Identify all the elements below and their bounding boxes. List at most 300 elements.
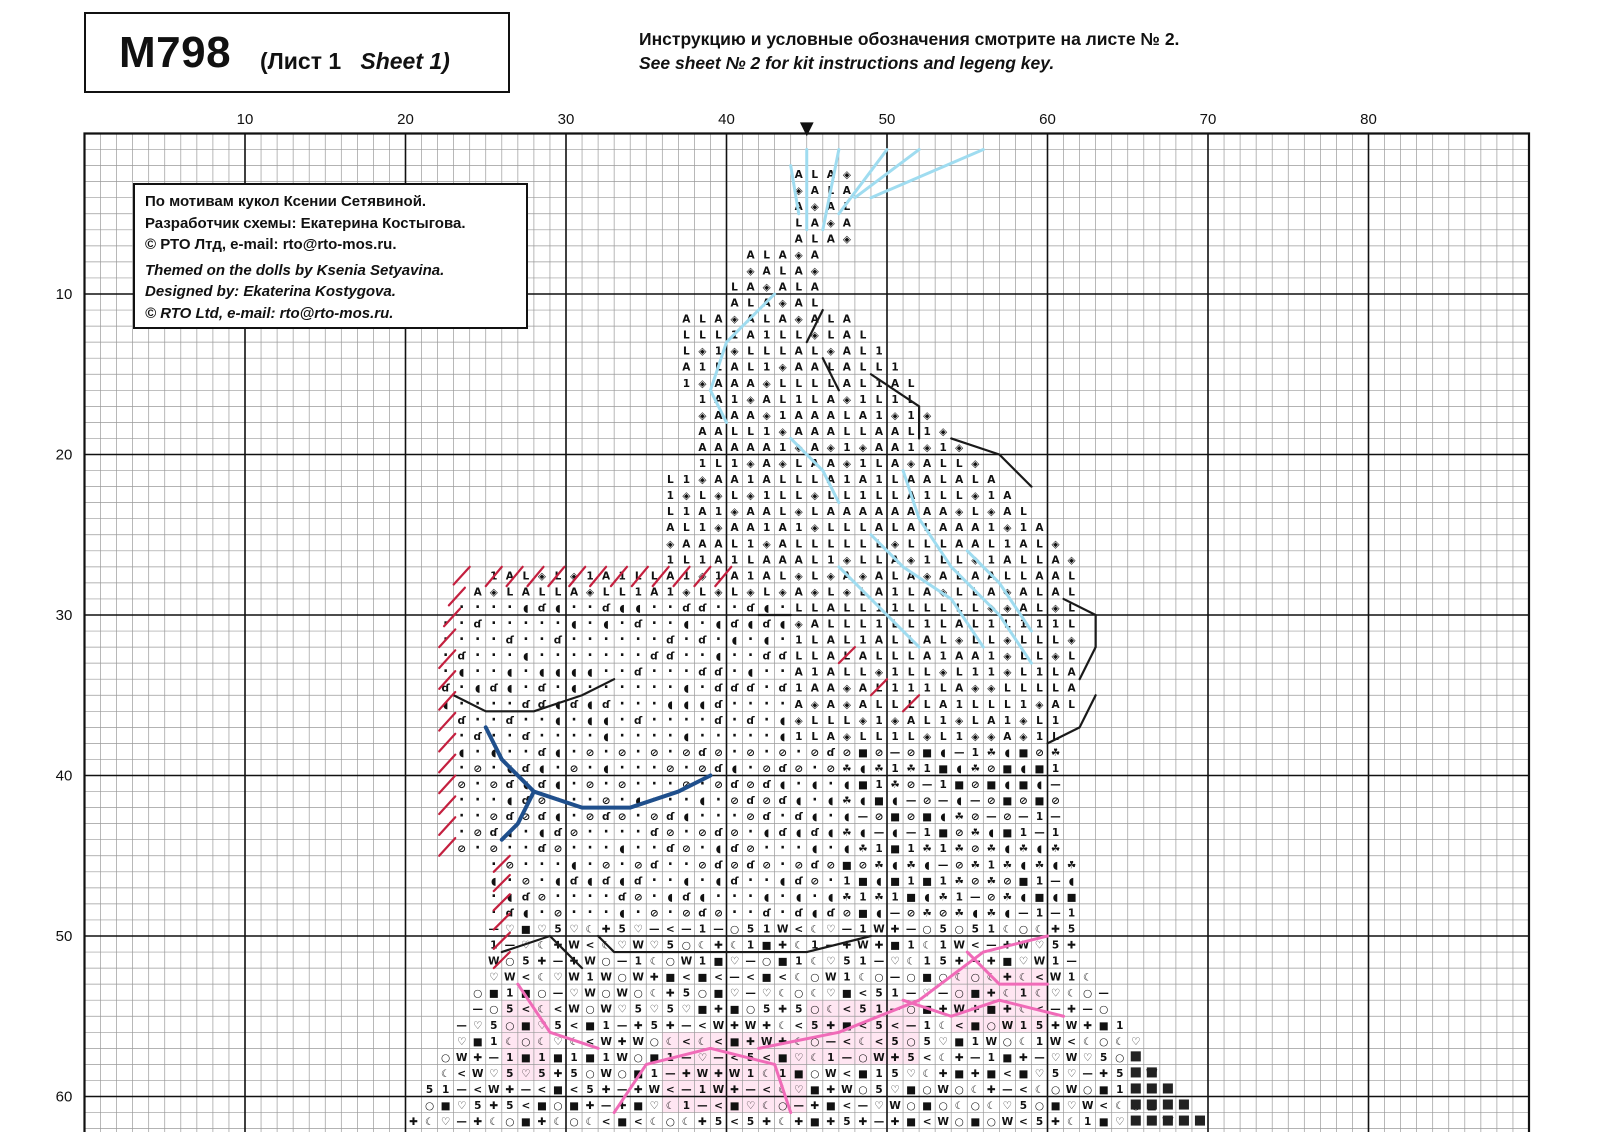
chart-symbol xyxy=(1131,1116,1141,1126)
chart-symbol: A xyxy=(826,634,835,647)
chart-symbol: · xyxy=(651,679,657,696)
chart-symbol: · xyxy=(587,759,593,776)
chart-symbol: ɗ xyxy=(489,827,498,840)
chart-symbol: ◖ xyxy=(731,762,738,775)
chart-symbol: ■ xyxy=(440,1100,451,1113)
chart-symbol: ⊘ xyxy=(649,907,659,920)
chart-symbol: 1 xyxy=(779,409,787,422)
chart-symbol: A xyxy=(971,538,980,551)
chart-symbol: W xyxy=(648,1083,661,1096)
chart-symbol: · xyxy=(491,904,497,921)
chart-symbol: W xyxy=(1049,971,1062,984)
chart-symbol: ♡ xyxy=(729,987,740,1000)
chart-symbol: A xyxy=(1067,666,1076,679)
chart-symbol: ɗ xyxy=(698,602,707,615)
chart-symbol: ○ xyxy=(505,1019,515,1032)
chart-symbol: ◖ xyxy=(699,698,706,711)
chart-symbol: 5 xyxy=(506,1003,514,1016)
chart-symbol: 5 xyxy=(586,1083,594,1096)
chart-symbol: — xyxy=(456,1019,467,1032)
chart-symbol: · xyxy=(747,872,754,889)
chart-symbol: L xyxy=(1036,554,1043,567)
chart-symbol: ♡ xyxy=(456,1035,467,1048)
chart-symbol: < xyxy=(794,923,804,936)
chart-symbol: ◖ xyxy=(795,891,802,904)
chart-symbol: · xyxy=(587,904,593,921)
chart-symbol: ◈ xyxy=(1003,522,1012,535)
chart-symbol: ✚ xyxy=(665,1019,675,1032)
chart-symbol: ○ xyxy=(810,1003,820,1016)
chart-symbol: — xyxy=(1082,1003,1093,1016)
chart-symbol: L xyxy=(1052,730,1059,743)
chart-symbol: ○ xyxy=(1034,1100,1045,1113)
chart-symbol: ɗ xyxy=(746,714,755,727)
chart-symbol: ♡ xyxy=(521,1067,531,1080)
chart-symbol: ɗ xyxy=(826,746,835,759)
chart-symbol: ■ xyxy=(1066,891,1077,904)
chart-symbol: W xyxy=(1065,1051,1078,1064)
chart-symbol: W xyxy=(1065,1083,1078,1096)
chart-symbol: ■ xyxy=(520,1019,531,1032)
chart-symbol: 1 xyxy=(666,586,674,599)
chart-symbol: 5 xyxy=(682,987,691,1000)
chart-symbol: ◖ xyxy=(1052,891,1059,904)
chart-symbol: ✚ xyxy=(1002,1003,1012,1016)
chart-symbol: ○ xyxy=(1099,1035,1109,1048)
chart-symbol: ○ xyxy=(858,1083,868,1096)
face-edge-hatch xyxy=(454,567,470,585)
chart-symbol: 5 xyxy=(1067,923,1076,936)
chart-symbol: A xyxy=(714,313,723,326)
chart-symbol: 5 xyxy=(1019,1100,1028,1113)
chart-symbol: ☘ xyxy=(906,762,916,775)
chart-symbol: · xyxy=(747,727,754,744)
credits-en-line2: Designed by: Ekaterina Kostygova. xyxy=(145,283,396,300)
chart-symbol: A xyxy=(714,554,723,567)
chart-symbol: ⊘ xyxy=(986,762,996,775)
chart-symbol: ⊘ xyxy=(665,762,675,775)
chart-symbol: 1 xyxy=(859,891,867,904)
chart-symbol: ◈ xyxy=(794,249,803,262)
chart-symbol: L xyxy=(891,522,899,535)
chart-symbol: ☘ xyxy=(906,859,916,872)
chart-symbol: — xyxy=(841,923,853,936)
chart-symbol: 5 xyxy=(666,939,674,952)
chart-symbol: · xyxy=(459,679,465,696)
chart-symbol: · xyxy=(635,695,641,712)
chart-symbol: ◈ xyxy=(955,634,964,647)
chart-symbol: W xyxy=(1049,1035,1062,1048)
chart-symbol: ☾ xyxy=(1002,987,1013,1000)
chart-symbol: — xyxy=(649,923,660,936)
chart-symbol: — xyxy=(970,795,981,808)
chart-symbol: · xyxy=(523,631,529,648)
chart-symbol: L xyxy=(907,377,915,390)
chart-symbol: < xyxy=(1035,971,1044,984)
chart-symbol: — xyxy=(1050,1003,1061,1016)
chart-symbol: ■ xyxy=(986,1067,997,1080)
chart-symbol: 1 xyxy=(762,490,771,503)
chart-symbol: L xyxy=(811,650,819,663)
chart-symbol: · xyxy=(523,615,529,632)
chart-symbol: L xyxy=(875,698,883,711)
chart-symbol: · xyxy=(523,679,529,696)
chart-symbol: · xyxy=(571,647,577,664)
chart-symbol: A xyxy=(923,586,932,599)
chart-symbol: ■ xyxy=(649,1051,660,1064)
chart-symbol: L xyxy=(602,586,610,599)
chart-symbol: · xyxy=(780,808,786,825)
chart-symbol: ◈ xyxy=(1051,538,1060,551)
chart-symbol: ◖ xyxy=(1068,875,1075,888)
chart-symbol: W xyxy=(487,955,500,968)
chart-symbol: L xyxy=(795,538,803,551)
chart-symbol: — xyxy=(873,1116,885,1129)
x-tick-label: 20 xyxy=(397,111,414,128)
chart-symbol: ◖ xyxy=(812,811,818,824)
chart-symbol: ♡ xyxy=(729,955,740,968)
chart-symbol: A xyxy=(730,570,739,583)
chart-symbol: ɗ xyxy=(489,682,498,695)
chart-symbol: 5 xyxy=(634,1003,642,1016)
chart-symbol: A xyxy=(746,522,755,535)
chart-symbol: · xyxy=(747,647,754,664)
chart-symbol: ɗ xyxy=(714,682,723,695)
chart-symbol: · xyxy=(731,743,738,760)
chart-symbol: ■ xyxy=(922,875,933,888)
chart-symbol: L xyxy=(666,474,674,487)
chart-symbol: L xyxy=(811,297,819,310)
chart-symbol: · xyxy=(667,792,673,809)
chart-symbol: 1 xyxy=(490,939,498,952)
chart-symbol: ⊘ xyxy=(954,859,964,872)
chart-symbol: W xyxy=(744,1019,757,1032)
chart-symbol: L xyxy=(666,506,674,519)
chart-symbol: L xyxy=(971,506,979,519)
chart-symbol: ◈ xyxy=(971,682,980,695)
chart-symbol: A xyxy=(955,522,964,535)
chart-symbol: A xyxy=(810,217,819,230)
chart-symbol: ◈ xyxy=(923,730,932,743)
chart-symbol: ✚ xyxy=(986,955,996,968)
chart-symbol: W xyxy=(1033,955,1046,968)
chart-symbol: — xyxy=(1066,955,1077,968)
chart-symbol: ⊘ xyxy=(794,859,804,872)
chart-symbol: ♡ xyxy=(890,1083,900,1096)
chart-symbol: · xyxy=(828,872,834,889)
chart-symbol: L xyxy=(811,602,819,615)
chart-symbol: < xyxy=(954,1019,964,1032)
chart-symbol: < xyxy=(778,971,788,984)
chart-symbol: ■ xyxy=(1018,779,1029,792)
chart-symbol: W xyxy=(568,939,580,952)
chart-symbol: L xyxy=(1068,698,1075,711)
chart-symbol: 1 xyxy=(490,1035,498,1048)
chart-symbol: ɗ xyxy=(521,795,531,808)
chart-symbol: L xyxy=(843,522,851,535)
chart-symbol: L xyxy=(699,329,706,342)
chart-symbol: ◖ xyxy=(555,746,561,759)
chart-symbol: ☾ xyxy=(585,1116,595,1129)
face-edge-hatch xyxy=(439,796,455,814)
chart-symbol: ✚ xyxy=(858,1116,868,1129)
chart-symbol: 1 xyxy=(586,971,594,984)
chart-symbol: · xyxy=(507,695,513,712)
chart-symbol: ◈ xyxy=(890,409,900,422)
chart-symbol: ◈ xyxy=(569,570,579,583)
chart-symbol: ◈ xyxy=(842,458,851,471)
chart-symbol: ◖ xyxy=(795,795,802,808)
chart-symbol: ◈ xyxy=(810,698,819,711)
chart-symbol: — xyxy=(905,827,917,840)
chart-symbol: · xyxy=(763,663,770,680)
chart-symbol: ◈ xyxy=(842,730,851,743)
chart-symbol: — xyxy=(1050,779,1061,792)
chart-symbol: ɗ xyxy=(537,682,547,695)
chart-symbol: ○ xyxy=(617,971,627,984)
chart-symbol: ⊘ xyxy=(826,859,836,872)
chart-symbol: ◖ xyxy=(715,843,722,856)
chart-symbol: ☾ xyxy=(954,1100,964,1113)
chart-symbol: ♡ xyxy=(826,955,836,968)
x-tick-label: 80 xyxy=(1360,111,1377,128)
chart-symbol: L xyxy=(875,458,883,471)
chart-symbol: 5 xyxy=(618,923,626,936)
chart-symbol: ◖ xyxy=(828,795,834,808)
chart-symbol: ◖ xyxy=(507,682,513,695)
chart-symbol: A xyxy=(698,506,707,519)
chart-symbol: 5 xyxy=(1035,1019,1044,1032)
chart-symbol: ■ xyxy=(938,827,949,840)
chart-symbol: ɗ xyxy=(634,714,643,727)
chart-symbol: ☾ xyxy=(553,1116,563,1129)
chart-symbol: ○ xyxy=(906,971,916,984)
chart-symbol: · xyxy=(603,776,609,793)
chart-symbol: L xyxy=(811,554,819,567)
chart-symbol: · xyxy=(587,631,593,648)
chart-symbol: ◈ xyxy=(778,458,787,471)
chart-symbol: ◖ xyxy=(619,843,625,856)
chart-symbol: ◈ xyxy=(987,730,996,743)
x-tick-label: 10 xyxy=(236,111,254,128)
chart-symbol: ■ xyxy=(617,1116,628,1129)
sheet-label-ru: (Лист 1 xyxy=(260,48,342,74)
chart-symbol: ♡ xyxy=(826,987,836,1000)
chart-symbol: < xyxy=(521,1003,531,1016)
chart-symbol: 1 xyxy=(859,458,867,471)
chart-symbol: L xyxy=(1036,602,1043,615)
chart-symbol: L xyxy=(1020,666,1027,679)
chart-symbol: — xyxy=(857,1100,869,1113)
chart-symbol: A xyxy=(762,265,771,278)
chart-symbol: A xyxy=(762,474,771,487)
chart-symbol: ◈ xyxy=(746,458,755,471)
chart-symbol: 1 xyxy=(843,971,851,984)
chart-symbol: · xyxy=(587,824,593,841)
chart-symbol: ◈ xyxy=(682,490,691,503)
chart-symbol: 1 xyxy=(795,634,803,647)
chart-symbol: ɗ xyxy=(634,875,643,888)
chart-symbol: — xyxy=(488,1051,500,1064)
chart-symbol: 1 xyxy=(875,602,883,615)
chart-symbol: ■ xyxy=(874,795,884,808)
chart-symbol: ☘ xyxy=(1050,746,1061,759)
chart-symbol: ■ xyxy=(729,1003,740,1016)
chart-symbol: < xyxy=(473,1083,483,1096)
chart-symbol: L xyxy=(779,474,787,487)
chart-symbol xyxy=(1195,1116,1205,1126)
chart-symbol: ⊘ xyxy=(906,746,916,759)
chart-symbol: ⊘ xyxy=(681,843,691,856)
chart-symbol: ■ xyxy=(520,987,531,1000)
chart-symbol: ✚ xyxy=(489,1100,499,1113)
chart-symbol: ◈ xyxy=(537,570,546,583)
chart-symbol: < xyxy=(665,923,675,936)
chart-symbol: ⊘ xyxy=(858,859,868,872)
chart-symbol: ◈ xyxy=(762,281,771,294)
chart-symbol: · xyxy=(763,840,770,857)
chart-symbol: L xyxy=(843,425,851,438)
chart-symbol: L xyxy=(843,490,851,503)
chart-symbol: A xyxy=(666,570,675,583)
chart-symbol: < xyxy=(1002,1067,1012,1080)
chart-symbol: ○ xyxy=(537,987,547,1000)
chart-symbol: · xyxy=(667,872,673,889)
sheet-label-en: Sheet 1) xyxy=(360,48,450,74)
chart-symbol: · xyxy=(491,888,497,905)
chart-symbol: ✚ xyxy=(617,1035,627,1048)
chart-symbol: ◈ xyxy=(698,345,707,358)
chart-symbol: ⊘ xyxy=(874,746,884,759)
chart-symbol: 1 xyxy=(506,1051,514,1064)
chart-symbol: ■ xyxy=(1002,762,1013,775)
chart-symbol: ■ xyxy=(697,1003,708,1016)
chart-symbol: ⊘ xyxy=(585,746,595,759)
chart-symbol: ■ xyxy=(922,1100,933,1113)
chart-symbol: ◖ xyxy=(619,602,625,615)
chart-symbol: ⊘ xyxy=(553,907,563,920)
chart-symbol: · xyxy=(651,872,657,889)
chart-symbol: ɗ xyxy=(666,843,675,856)
chart-symbol: A xyxy=(1067,682,1076,695)
chart-symbol: L xyxy=(795,650,803,663)
chart-symbol: ■ xyxy=(906,1116,917,1129)
chart-symbol: · xyxy=(555,759,561,776)
chart-symbol: A xyxy=(682,361,691,374)
chart-symbol: ɗ xyxy=(746,859,755,872)
chart-symbol: A xyxy=(987,474,996,487)
chart-symbol: ○ xyxy=(649,1035,659,1048)
chart-symbol: ◈ xyxy=(730,345,739,358)
chart-symbol: · xyxy=(635,759,641,776)
chart-symbol: ◖ xyxy=(555,602,561,615)
chart-symbol: ◖ xyxy=(812,779,818,792)
chart-symbol: ☾ xyxy=(537,1035,547,1048)
chart-symbol: ■ xyxy=(922,811,933,824)
chart-symbol: 1 xyxy=(1003,538,1012,551)
chart-symbol: ○ xyxy=(424,1100,435,1113)
chart-symbol: · xyxy=(667,679,673,696)
chart-symbol: L xyxy=(1020,570,1027,583)
chart-symbol: ɗ xyxy=(714,859,723,872)
chart-symbol: 1 xyxy=(907,875,915,888)
chart-symbol: · xyxy=(828,840,834,857)
chart-symbol: < xyxy=(842,1100,852,1113)
chart-symbol: 1 xyxy=(602,1051,610,1064)
chart-symbol: · xyxy=(459,792,465,809)
chart-symbol: ✚ xyxy=(1002,971,1012,984)
chart-symbol: 5 xyxy=(875,987,883,1000)
chart-symbol: ⊘ xyxy=(585,779,595,792)
chart-symbol: L xyxy=(987,698,995,711)
chart-symbol: 1 xyxy=(698,393,707,406)
chart-symbol: ◈ xyxy=(1003,602,1012,615)
chart-symbol: 1 xyxy=(859,393,867,406)
chart-symbol: A xyxy=(939,698,948,711)
chart-symbol: ◖ xyxy=(683,875,690,888)
chart-symbol: ☾ xyxy=(826,1003,836,1016)
chart-symbol: L xyxy=(699,490,706,503)
face-edge-hatch xyxy=(439,755,455,773)
chart-symbol: L xyxy=(1020,682,1027,695)
chart-symbol xyxy=(1147,1100,1157,1110)
chart-symbol: ✚ xyxy=(714,1003,723,1016)
chart-symbol: L xyxy=(731,538,738,551)
chart-symbol: < xyxy=(730,1051,739,1064)
chart-symbol: · xyxy=(459,727,465,744)
chart-symbol: ✚ xyxy=(1002,939,1012,952)
chart-symbol: ☾ xyxy=(858,1035,868,1048)
chart-symbol: A xyxy=(602,570,611,583)
chart-symbol: — xyxy=(1018,907,1029,920)
chart-symbol: L xyxy=(1036,714,1043,727)
chart-symbol: A xyxy=(826,698,835,711)
chart-symbol: ☘ xyxy=(954,907,964,920)
chart-symbol: ɗ xyxy=(537,811,547,824)
chart-symbol: 5 xyxy=(1116,1067,1124,1080)
chart-symbol: ⊘ xyxy=(457,779,467,792)
chart-symbol: 5 xyxy=(891,1067,899,1080)
chart-symbol: ◖ xyxy=(555,875,561,888)
chart-symbol: L xyxy=(795,217,803,230)
chart-symbol: ɗ xyxy=(553,634,563,647)
chart-symbol: ■ xyxy=(536,1100,547,1113)
chart-symbol: ◖ xyxy=(667,891,674,904)
chart-symbol: ◖ xyxy=(1036,779,1043,792)
chart-symbol: ☘ xyxy=(842,762,852,775)
chart-symbol: 1 xyxy=(762,522,771,535)
chart-symbol: · xyxy=(539,711,545,728)
chart-symbol: ✚ xyxy=(1067,1003,1076,1016)
chart-symbol: 5 xyxy=(666,1003,674,1016)
chart-symbol: A xyxy=(842,345,851,358)
chart-symbol: A xyxy=(730,361,739,374)
chart-symbol: < xyxy=(842,1035,852,1048)
chart-symbol: A xyxy=(858,698,867,711)
chart-symbol: ✚ xyxy=(826,1019,836,1032)
chart-symbol: W xyxy=(873,1051,885,1064)
chart-symbol: · xyxy=(491,792,497,809)
chart-symbol: 1 xyxy=(923,827,931,840)
chart-symbol: < xyxy=(714,971,723,984)
chart-symbol: ɗ xyxy=(730,875,739,888)
chart-symbol: W xyxy=(600,971,612,984)
chart-symbol: ⊘ xyxy=(1002,875,1012,888)
chart-symbol: A xyxy=(1051,570,1060,583)
chart-symbol: ɗ xyxy=(810,827,819,840)
chart-symbol: ✚ xyxy=(649,971,659,984)
chart-symbol: ■ xyxy=(633,1067,644,1080)
